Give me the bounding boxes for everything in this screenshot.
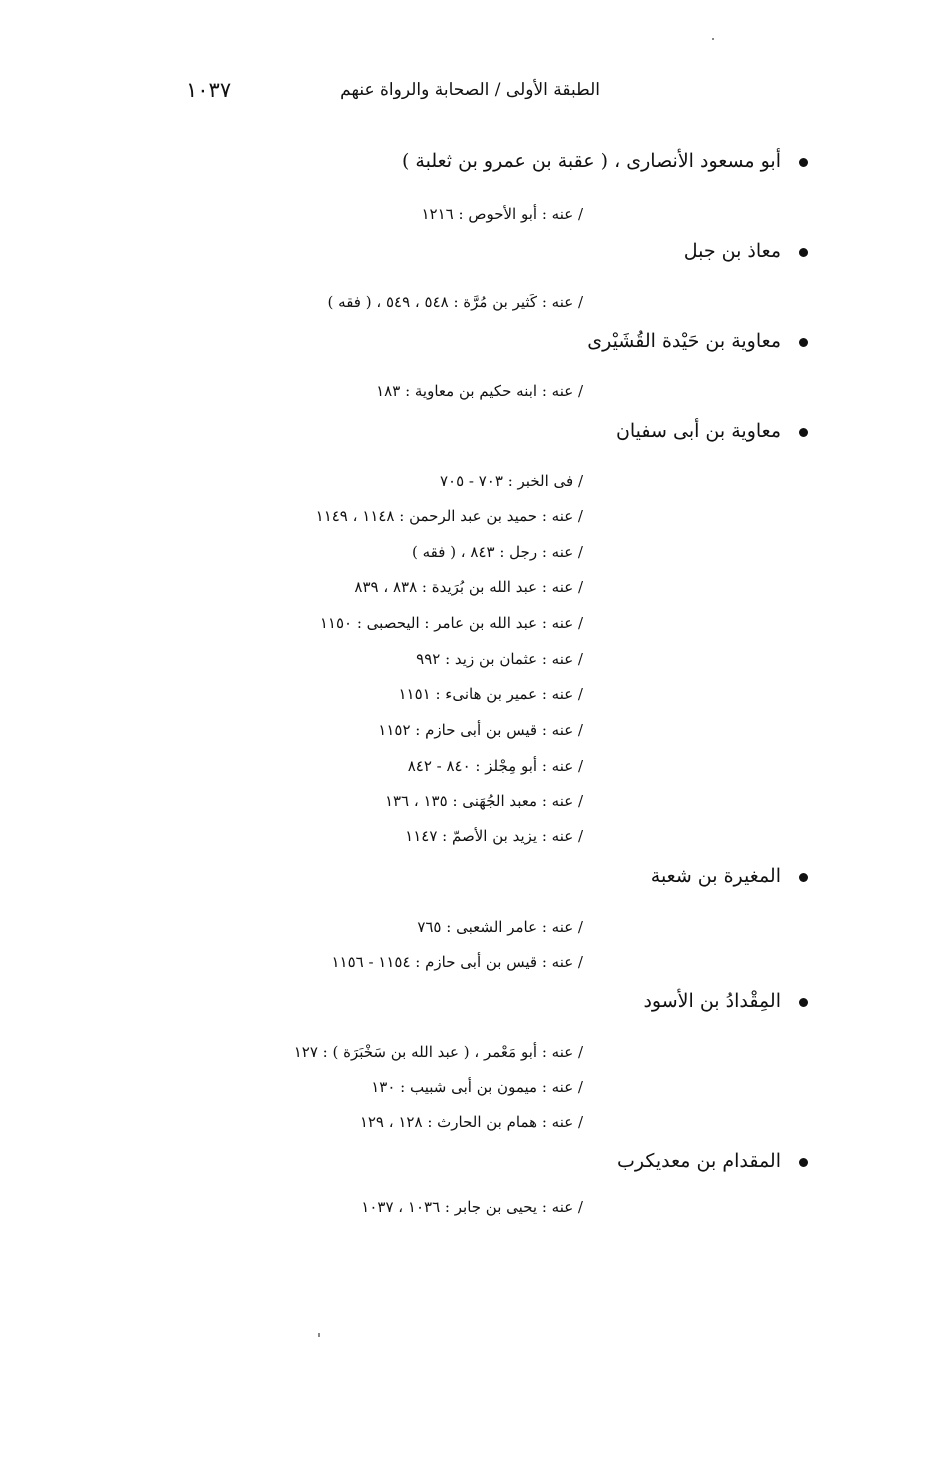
narration-ref: / عنه : ميمون بن أبى شبيب : ١٣٠ (371, 1078, 583, 1096)
entry-name: معاذ بن جبل (683, 240, 781, 262)
narration-ref: / عنه : ابنه حكيم بن معاوية : ١٨٣ (376, 382, 583, 400)
entry-name: المقدام بن معديكرب (617, 1150, 781, 1172)
entry-name: المغيرة بن شعبة (650, 865, 781, 887)
narration-ref: / عنه : كَثير بن مُرَّة : ٥٤٨ ، ٥٤٩ ، ( فقه ) (327, 293, 583, 311)
bullet-icon (799, 428, 808, 437)
entry-muawiya-abi-sufyan (616, 420, 808, 442)
narration-ref: / عنه : معبد الجُهَنى : ١٣٥ ، ١٣٦ (384, 792, 583, 810)
narration-ref: / عنه : يزيد بن الأصمّ : ١١٤٧ (405, 827, 583, 845)
narration-ref: / فى الخبر : ٧٠٣ - ٧٠٥ (439, 472, 583, 490)
narration-ref: / عنه : أبو مِجْلز : ٨٤٠ - ٨٤٢ (407, 757, 583, 775)
entry-miqdam (617, 1150, 808, 1172)
entry-muadh (684, 240, 808, 262)
bullet-icon (799, 1158, 808, 1167)
narration-ref: / عنه : قيس بن أبى حازم : ١١٥٤ - ١١٥٦ (331, 953, 583, 971)
bullet-icon (799, 248, 808, 257)
entry-miqdad (643, 990, 808, 1012)
narration-ref: / عنه : عثمان بن زيد : ٩٩٢ (416, 650, 583, 668)
narration-ref: / عنه : أبو الأحوص : ١٢١٦ (421, 205, 583, 223)
narration-ref: / عنه : عبد الله بن بُرَيدة : ٨٣٨ ، ٨٣٩ (354, 578, 583, 596)
entry-muawiya-haydah (587, 330, 808, 352)
narration-ref: / عنه : عبد الله بن عامر : اليحصبى : ١١٥٠ (319, 614, 583, 632)
bullet-icon (799, 158, 808, 167)
entry-abu-masud (402, 150, 808, 172)
narration-ref: / عنه : عامر الشعبى : ٧٦٥ (417, 918, 583, 936)
narration-ref: / عنه : يحيى بن جابر : ١٠٣٦ ، ١٠٣٧ (361, 1198, 583, 1216)
entry-name: معاوية بن حَيْدة القُشَيْرى (587, 330, 781, 352)
scan-speck (712, 38, 714, 40)
narration-ref: / عنه : قيس بن أبى حازم : ١١٥٢ (378, 721, 583, 739)
scan-speck (318, 1333, 320, 1337)
narration-ref: / عنه : همام بن الحارث : ١٢٨ ، ١٢٩ (359, 1113, 583, 1131)
bullet-icon (799, 998, 808, 1007)
entry-mughira (651, 865, 808, 887)
page-number: ١٠٣٧ (186, 78, 232, 102)
narration-ref: / عنه : عمير بن هانىء : ١١٥١ (398, 685, 583, 703)
bullet-icon (799, 873, 808, 882)
running-header-title: الطبقة الأولى / الصحابة والرواة عنهم (340, 80, 600, 100)
narration-ref: / عنه : حميد بن عبد الرحمن : ١١٤٨ ، ١١٤٩ (315, 507, 583, 525)
narration-ref: / عنه : أبو مَعْمر ، ( عبد الله بن سَخْبَرَة ) : ١٢٧ (293, 1043, 583, 1061)
narration-ref: / عنه : رجل : ٨٤٣ ، ( فقه ) (412, 543, 583, 561)
entry-name: أبو مسعود الأنصارى ، ( عقبة بن عمرو بن ثعلبة ) (401, 150, 781, 172)
bullet-icon (799, 338, 808, 347)
entry-name: معاوية بن أبى سفيان (615, 420, 781, 442)
entry-name: المِقْدادُ بن الأسود (643, 990, 781, 1012)
